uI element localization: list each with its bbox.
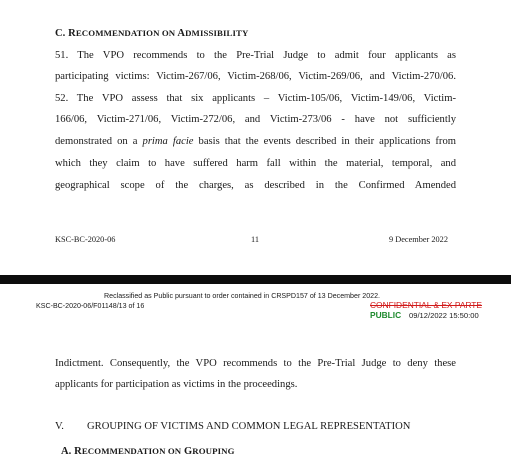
filing-identifier: KSC-BC-2020-06/F01148/13 of 16: [36, 302, 145, 310]
heading-text: A: [175, 28, 186, 39]
footer-date: 9 December 2022: [389, 235, 448, 244]
paragraph-line: 51. The VPO recommends to the Pre-Trial Judge to admit four applicants as: [55, 50, 456, 61]
paragraph-line: geographical scope of the charges, as described in the Confirmed Amended: [55, 180, 456, 191]
heading-text: ECOMMENDATION ON: [81, 446, 182, 456]
paragraph-line: which they claim to have suffered harm fall within the material, temporal, and: [55, 158, 456, 169]
section-heading-admissibility: [55, 28, 248, 39]
heading-text: ROUPING: [192, 446, 235, 456]
text-run: basis that the events described in their applications from: [193, 136, 457, 147]
section-title-text: GROUPING OF VICTIMS AND COMMON LEGAL REPRESENTATION: [87, 421, 411, 432]
paragraph-line: participating victims: Victim-267/06, Victim-268/06, Victim-269/06, and Victim-270/06.: [55, 71, 456, 82]
paragraph-line: 52. The VPO assess that six applicants – Victim-105/06, Victim-149/06, Victim-: [55, 93, 456, 104]
heading-text: A. R: [61, 446, 82, 457]
paragraph-line: 166/06, Victim-271/06, Victim-272/06, and Victim-273/06 - have not sufficiently: [55, 114, 456, 125]
section-number: V.: [55, 421, 64, 432]
heading-text: ECOMMENDATION ON: [75, 28, 176, 38]
section-title-grouping: [55, 421, 456, 432]
heading-text: G: [181, 446, 193, 457]
subheading-grouping: [61, 446, 235, 457]
footer-page-number: 11: [251, 235, 259, 244]
public-stamp-datetime: 09/12/2022 15:50:00: [409, 311, 479, 320]
heading-text: DMISSIBILITY: [185, 28, 249, 38]
paragraph-line: [55, 135, 456, 148]
footer-case-number: KSC-BC-2020-06: [55, 235, 116, 244]
paragraph-line: Indictment. Consequently, the VPO recommends to the Pre-Trial Judge to deny these: [55, 358, 456, 369]
paragraph-line: applicants for participation as victims in the proceedings.: [55, 379, 298, 390]
page-separator: [0, 275, 511, 284]
heading-text: C. R: [55, 28, 76, 39]
confidential-stamp: CONFIDENTIAL & EX PARTE: [370, 300, 482, 310]
reclassification-note: Reclassified as Public pursuant to order contained in CRSPD157 of 13 December 2022.: [104, 292, 381, 300]
latin-phrase: prima facie: [142, 136, 194, 147]
public-stamp: PUBLIC: [370, 310, 402, 320]
text-run: demonstrated on a: [55, 136, 143, 147]
